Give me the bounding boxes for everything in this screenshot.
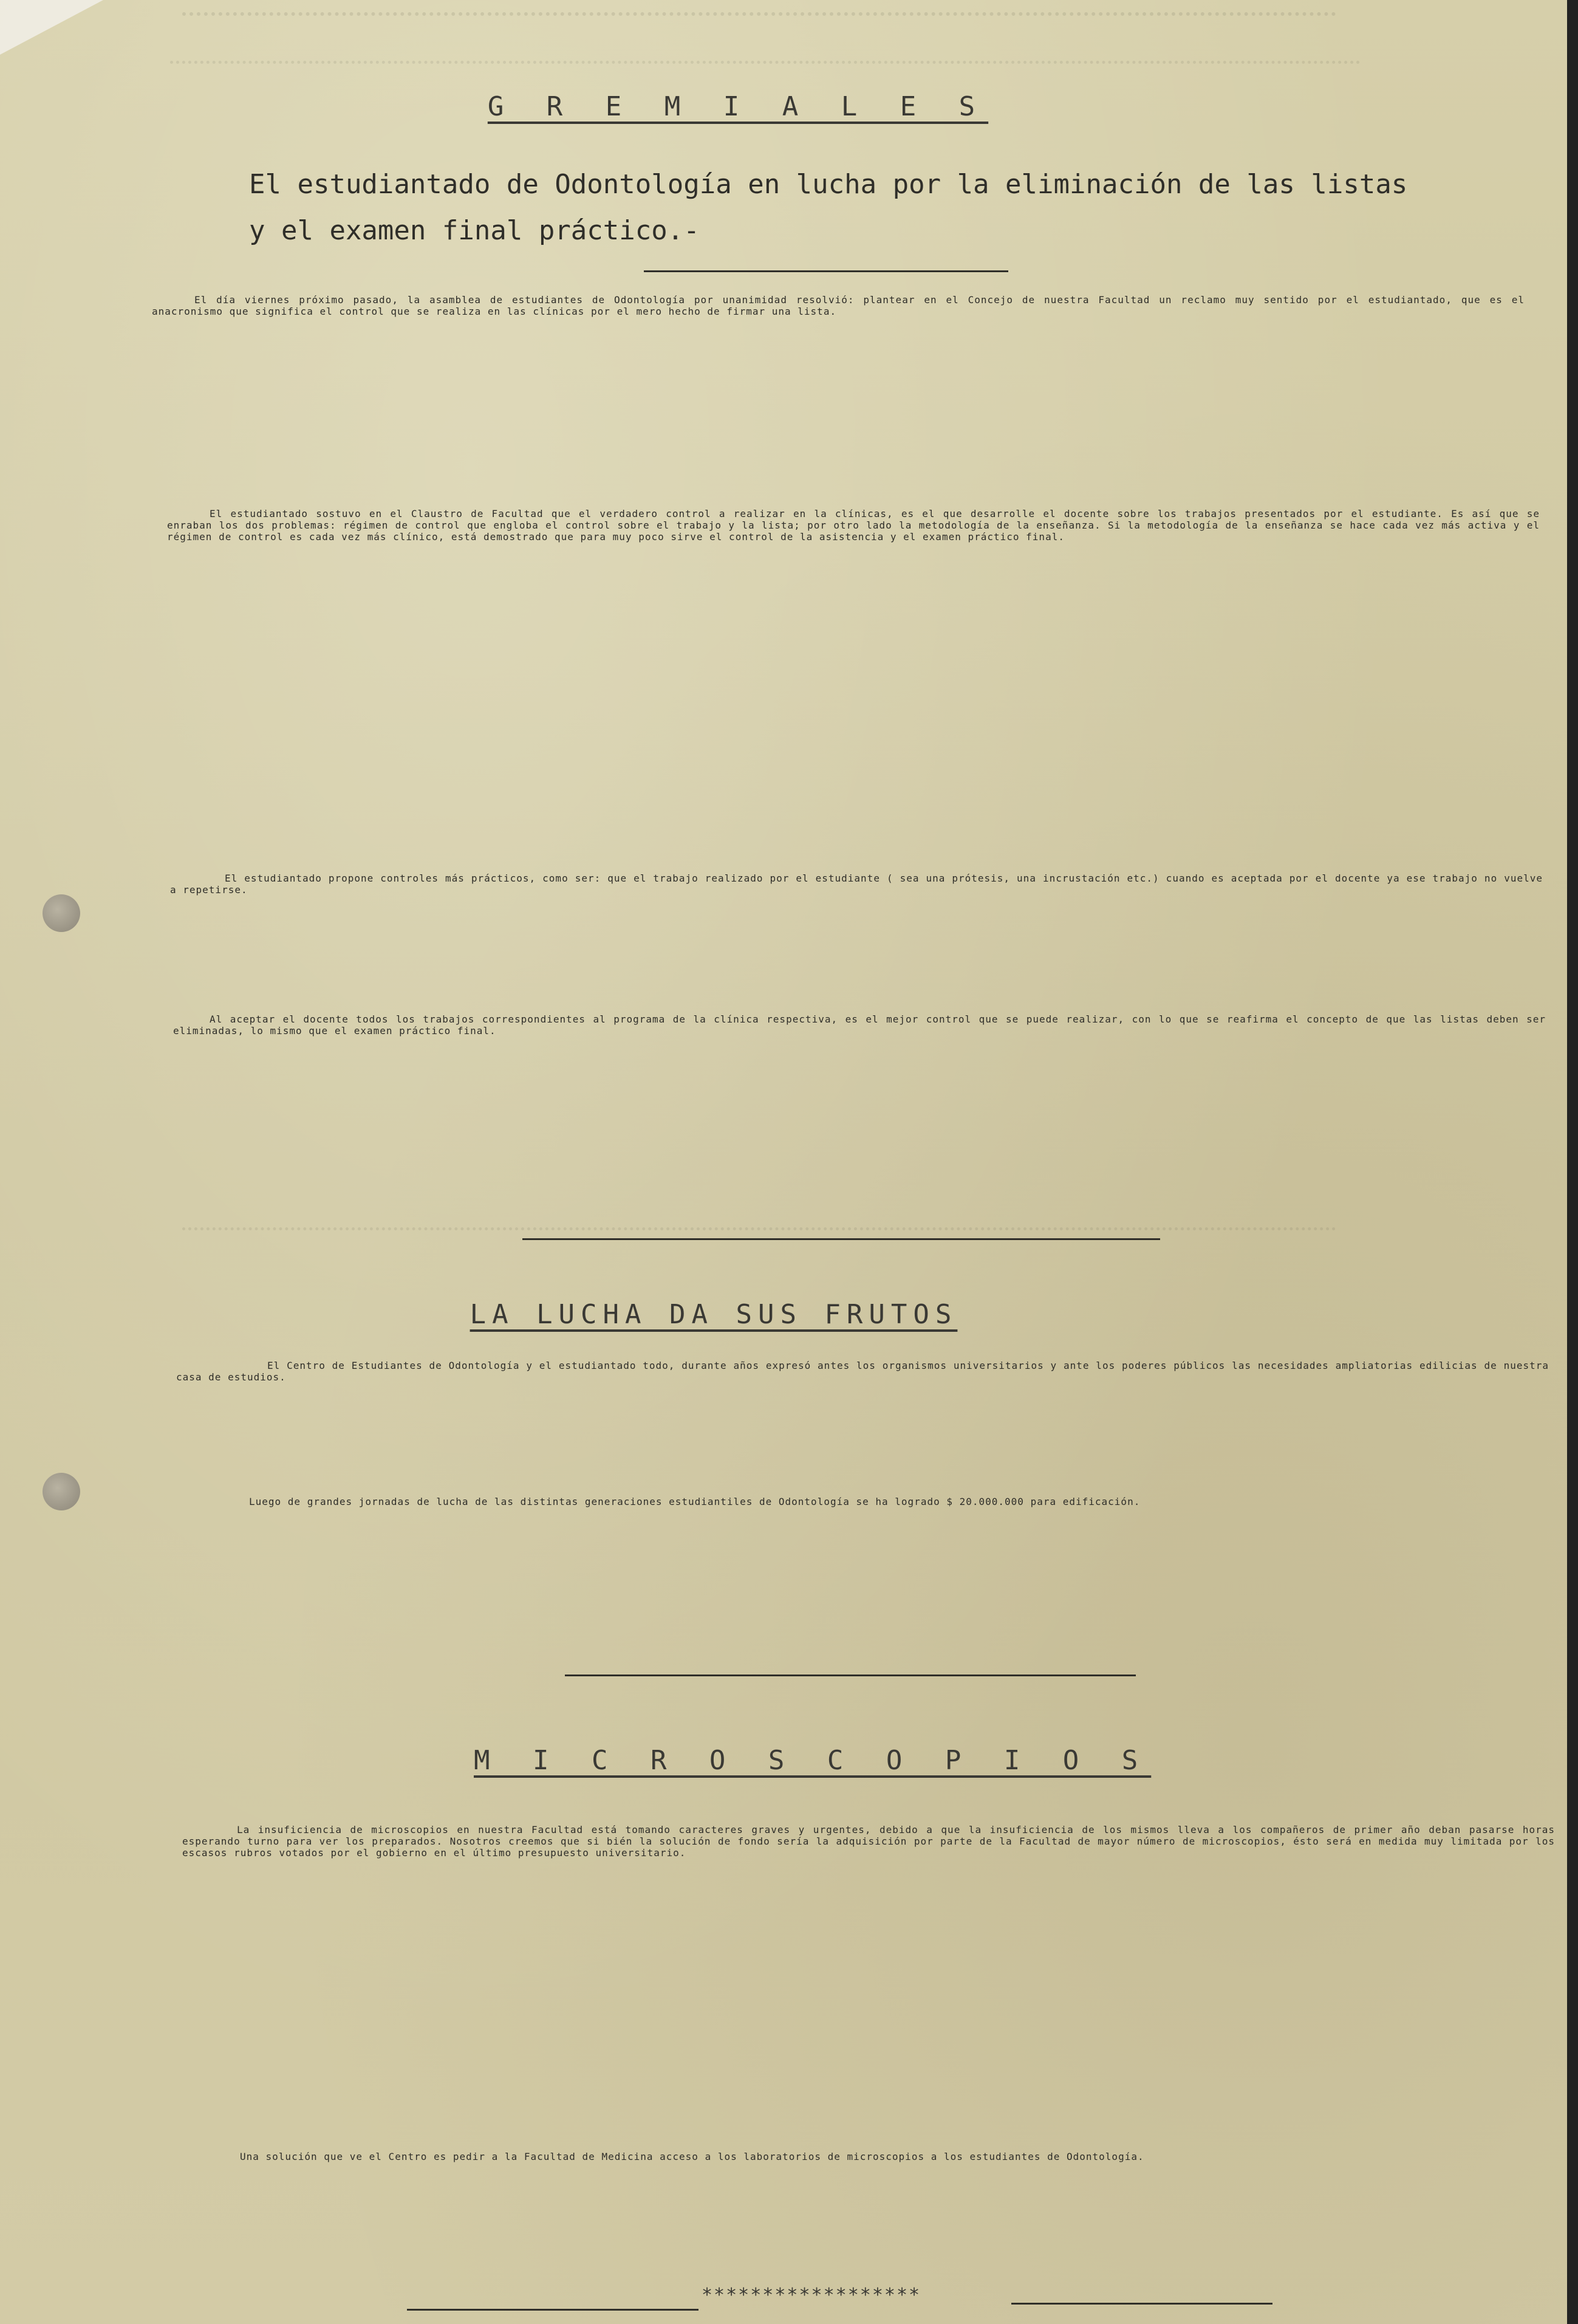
paragraph-control: Al aceptar el docente todos los trabajos correspondientes al programa de la clínica respectiva, es el mejor control que se puede realizar, con lo que se reafirma el concepto de que las listas deben ser eliminadas, lo mismo que el examen práctico final.: [173, 1013, 1546, 1037]
paragraph-edificacion: Luego de grandes jornadas de lucha de las distintas generaciones estudiantiles de Odontología se ha logrado $ 20.000.000 para edificación.: [249, 1496, 1141, 1507]
bleed-through-texture: [170, 61, 1361, 76]
section-heading-microscopios: M I C R O S C O P I O S: [474, 1745, 1152, 1776]
paragraph-asamblea: El día viernes próximo pasado, la asamblea de estudiantes de Odontología por unanimidad resolvió: plantear en el Concejo de nuestra Facultad un reclamo muy sentido por el estudiantado, que es el anacronismo que significa el control que se realiza en las clínicas por el mero hecho de firmar una lista.: [152, 294, 1525, 317]
folded-corner: [0, 0, 103, 55]
footer-rule-left: [407, 2309, 698, 2311]
section-heading-lucha: LA LUCHA DA SUS FRUTOS: [470, 1299, 958, 1330]
subtitle-underline: [644, 270, 1008, 272]
paragraph-insuficiencia: La insuficiencia de microscopios en nuestra Facultad está tomando caracteres graves y urgentes, debido a que la insuficiencia de los mismos lleva a los compañeros de primer año deban pasarse horas esperando turno para ver los preparados. Nosotros creemos que si bién la solución de fondo sería la adquisición por parte de la Facultad de mayor número de microscopios, ésto será en medida muy limitada por los escasos rubros votados por el gobierno en el último presupuesto universitario.: [182, 1824, 1555, 1859]
section-divider: [565, 1674, 1136, 1676]
scan-edge: [1567, 0, 1578, 2324]
section-heading-gremiales: G R E M I A L E S: [487, 91, 989, 122]
paragraph-solucion: Una solución que ve el Centro es pedir a la Facultad de Medicina acceso a los laboratorios de microscopios a los estudiantes de Odontología.: [240, 2151, 1144, 2162]
footer-stars: ******************: [702, 2285, 921, 2306]
section-subtitle: El estudiantado de Odontología en lucha por la eliminación de las listas y el examen final práctico.-: [249, 169, 1408, 246]
paragraph-centro: El Centro de Estudiantes de Odontología y el estudiantado todo, durante años expresó antes los organismos universitarios y ante los poderes públicos las necesidades ampliatorias edilicias de nuestra casa de estudios.: [176, 1360, 1549, 1383]
bleed-through-texture: [182, 1227, 1336, 1243]
paragraph-claustro: El estudiantado sostuvo en el Claustro de Facultad que el verdadero control a realizar en la clínicas, es el que desarrolle el docente sobre los trabajos presentados por el estudiante. Es así que se enraban los dos problemas: régimen de control que engloba el control sobre el trabajo y la lista; por otro lado la metodología de la enseñanza. Si la metodología de la enseñanza se hace cada vez más activa y el régimen de control es cada vez más clínico, está demostrado que para muy poco sirve el control de la asistencia y el examen práctico final.: [167, 508, 1540, 543]
section-divider: [522, 1238, 1160, 1240]
bleed-through-texture: [182, 12, 1336, 28]
punch-hole-top: [43, 894, 80, 932]
punch-hole-bottom: [43, 1473, 80, 1510]
footer-rule-right: [1011, 2303, 1272, 2305]
paragraph-propuesta: El estudiantado propone controles más prácticos, como ser: que el trabajo realizado por el estudiante ( sea una prótesis, una incrustación etc.) cuando es aceptada por el docente ya ese trabajo no vuelve a repetirse.: [170, 872, 1543, 896]
